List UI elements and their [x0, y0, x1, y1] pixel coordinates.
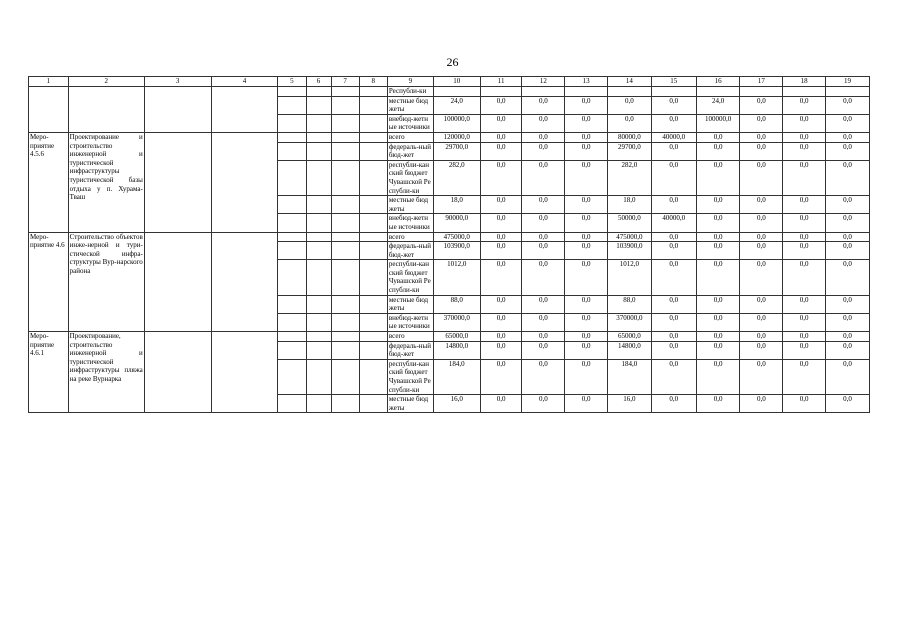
budget-table	[28, 76, 870, 413]
amount-cell: 0,0	[651, 232, 696, 242]
column-header-3: 3	[144, 77, 211, 87]
code-cell	[306, 87, 331, 97]
amount-cell: 0,0	[651, 341, 696, 359]
amount-cell: 0,0	[480, 196, 522, 214]
amount-cell: 0,0	[522, 160, 565, 195]
column-header-1: 1	[29, 77, 69, 87]
amount-cell: 65000,0	[608, 332, 652, 342]
funding-source-cell: федераль-ный бюд-жет	[387, 242, 433, 260]
code-cell	[278, 142, 306, 160]
amount-cell: 282,0	[608, 160, 652, 195]
amount-cell: 0,0	[522, 359, 565, 394]
amount-cell: 0,0	[740, 359, 783, 394]
amount-cell: 0,0	[651, 395, 696, 413]
amount-cell: 0,0	[783, 232, 826, 242]
amount-cell: 0,0	[783, 196, 826, 214]
code-cell	[331, 114, 359, 132]
column-header-14: 14	[608, 77, 652, 87]
amount-cell: 0,0	[826, 341, 870, 359]
funding-source-cell: внебюд-жетные источники	[387, 114, 433, 132]
amount-cell: 0,0	[826, 232, 870, 242]
amount-cell: 0,0	[480, 232, 522, 242]
col3-cell	[144, 132, 211, 232]
code-cell	[331, 160, 359, 195]
amount-cell: 0,0	[522, 214, 565, 232]
amount-cell: 0,0	[740, 132, 783, 142]
amount-cell: 0,0	[522, 260, 565, 295]
amount-cell: 0,0	[522, 142, 565, 160]
code-cell	[359, 242, 387, 260]
amount-cell: 103900,0	[433, 242, 480, 260]
amount-cell: 0,0	[608, 114, 652, 132]
code-cell	[278, 359, 306, 394]
amount-cell: 0,0	[826, 96, 870, 114]
code-cell	[331, 260, 359, 295]
amount-cell: 100000,0	[433, 114, 480, 132]
amount-cell: 0,0	[522, 96, 565, 114]
code-cell	[278, 232, 306, 242]
amount-cell: 0,0	[522, 114, 565, 132]
amount-cell: 0,0	[783, 96, 826, 114]
amount-cell: 0,0	[565, 295, 608, 313]
amount-cell: 0,0	[565, 332, 608, 342]
amount-cell: 0,0	[696, 132, 740, 142]
code-cell	[331, 132, 359, 142]
amount-cell: 0,0	[826, 132, 870, 142]
amount-cell: 0,0	[783, 260, 826, 295]
amount-cell: 103900,0	[608, 242, 652, 260]
code-cell	[306, 332, 331, 342]
amount-cell: 0,0	[783, 313, 826, 331]
amount-cell: 24,0	[696, 96, 740, 114]
col4-cell	[211, 87, 278, 133]
amount-cell: 0,0	[480, 142, 522, 160]
amount-cell: 88,0	[608, 295, 652, 313]
code-cell	[331, 232, 359, 242]
amount-cell: 0,0	[522, 341, 565, 359]
table-header-row	[29, 77, 870, 87]
amount-cell: 0,0	[522, 196, 565, 214]
code-cell	[278, 295, 306, 313]
code-cell	[359, 196, 387, 214]
amount-cell: 0,0	[565, 260, 608, 295]
amount-cell: 0,0	[651, 142, 696, 160]
amount-cell: 0,0	[696, 313, 740, 331]
amount-cell: 0,0	[651, 313, 696, 331]
amount-cell: 0,0	[783, 395, 826, 413]
code-cell	[331, 313, 359, 331]
code-cell	[278, 87, 306, 97]
column-header-18: 18	[783, 77, 826, 87]
column-header-9: 9	[387, 77, 433, 87]
code-cell	[278, 196, 306, 214]
code-cell	[306, 214, 331, 232]
amount-cell: 0,0	[480, 96, 522, 114]
funding-source-cell: республи-канский бюджет Чувашской Республи-ки	[387, 160, 433, 195]
amount-cell: 0,0	[480, 260, 522, 295]
amount-cell: 0,0	[740, 142, 783, 160]
code-cell	[306, 395, 331, 413]
column-header-5: 5	[278, 77, 306, 87]
amount-cell	[608, 87, 652, 97]
code-cell	[306, 114, 331, 132]
code-cell	[359, 96, 387, 114]
amount-cell: 0,0	[740, 313, 783, 331]
amount-cell: 0,0	[565, 313, 608, 331]
code-cell	[306, 160, 331, 195]
amount-cell: 0,0	[522, 132, 565, 142]
funding-source-cell: местные бюджеты	[387, 96, 433, 114]
amount-cell	[826, 87, 870, 97]
amount-cell: 100000,0	[696, 114, 740, 132]
amount-cell: 0,0	[651, 96, 696, 114]
amount-cell: 0,0	[740, 260, 783, 295]
amount-cell: 0,0	[783, 332, 826, 342]
funding-source-cell: Республи-ки	[387, 87, 433, 97]
amount-cell: 0,0	[826, 313, 870, 331]
amount-cell: 0,0	[651, 114, 696, 132]
code-cell	[331, 87, 359, 97]
amount-cell: 0,0	[783, 295, 826, 313]
code-cell	[331, 242, 359, 260]
code-cell	[331, 96, 359, 114]
amount-cell: 0,0	[565, 96, 608, 114]
event-name-cell: Проектирование, строительство инженерной и туристической инфраструктуры пляжа на реке Вурнарка	[68, 332, 144, 413]
col4-cell	[211, 132, 278, 232]
code-cell	[306, 359, 331, 394]
amount-cell: 0,0	[740, 242, 783, 260]
amount-cell: 0,0	[522, 232, 565, 242]
col3-cell	[144, 232, 211, 332]
amount-cell: 0,0	[696, 359, 740, 394]
amount-cell: 0,0	[565, 242, 608, 260]
funding-source-cell: всего	[387, 332, 433, 342]
amount-cell: 370000,0	[608, 313, 652, 331]
amount-cell: 29700,0	[433, 142, 480, 160]
amount-cell: 0,0	[826, 214, 870, 232]
event-id-cell: Меро-приятие 4.6	[29, 232, 69, 332]
amount-cell: 0,0	[522, 332, 565, 342]
amount-cell: 0,0	[826, 160, 870, 195]
column-header-15: 15	[651, 77, 696, 87]
amount-cell: 0,0	[696, 260, 740, 295]
amount-cell: 0,0	[783, 160, 826, 195]
amount-cell: 0,0	[565, 196, 608, 214]
code-cell	[306, 232, 331, 242]
amount-cell: 0,0	[826, 359, 870, 394]
table-row	[29, 132, 870, 142]
col3-cell	[144, 332, 211, 413]
amount-cell: 0,0	[696, 214, 740, 232]
code-cell	[278, 132, 306, 142]
event-id-cell: Меро-приятие 4.5.6	[29, 132, 69, 232]
page-number: 26	[446, 55, 459, 69]
amount-cell: 29700,0	[608, 142, 652, 160]
code-cell	[278, 214, 306, 232]
code-cell	[306, 196, 331, 214]
amount-cell: 0,0	[565, 142, 608, 160]
amount-cell: 80000,0	[608, 132, 652, 142]
amount-cell: 0,0	[480, 214, 522, 232]
code-cell	[306, 260, 331, 295]
amount-cell: 40000,0	[651, 214, 696, 232]
code-cell	[359, 142, 387, 160]
amount-cell: 0,0	[740, 214, 783, 232]
amount-cell: 0,0	[826, 295, 870, 313]
amount-cell: 0,0	[696, 332, 740, 342]
amount-cell: 16,0	[608, 395, 652, 413]
amount-cell: 18,0	[608, 196, 652, 214]
amount-cell: 0,0	[826, 332, 870, 342]
amount-cell: 0,0	[696, 232, 740, 242]
funding-source-cell: местные бюджеты	[387, 196, 433, 214]
amount-cell: 0,0	[696, 142, 740, 160]
amount-cell: 14800,0	[608, 341, 652, 359]
funding-source-cell: всего	[387, 132, 433, 142]
code-cell	[278, 260, 306, 295]
amount-cell: 16,0	[433, 395, 480, 413]
amount-cell: 0,0	[565, 341, 608, 359]
event-id-cell: Меро-приятие 4.6.1	[29, 332, 69, 413]
amount-cell: 0,0	[783, 132, 826, 142]
code-cell	[278, 332, 306, 342]
amount-cell: 0,0	[522, 295, 565, 313]
event-name-cell: Проектирование и строительство инженерной и туристической инфраструктуры туристической базы отдыха у п. Хурама-Тваш	[68, 132, 144, 232]
code-cell	[359, 395, 387, 413]
code-cell	[306, 295, 331, 313]
funding-source-cell: всего	[387, 232, 433, 242]
amount-cell: 0,0	[740, 332, 783, 342]
column-header-16: 16	[696, 77, 740, 87]
code-cell	[331, 395, 359, 413]
amount-cell: 0,0	[740, 295, 783, 313]
amount-cell: 0,0	[826, 142, 870, 160]
amount-cell: 120000,0	[433, 132, 480, 142]
amount-cell: 0,0	[565, 114, 608, 132]
code-cell	[359, 87, 387, 97]
amount-cell: 40000,0	[651, 132, 696, 142]
amount-cell: 184,0	[433, 359, 480, 394]
code-cell	[359, 260, 387, 295]
amount-cell: 0,0	[696, 295, 740, 313]
column-header-19: 19	[826, 77, 870, 87]
funding-source-cell: федераль-ный бюд-жет	[387, 142, 433, 160]
amount-cell: 0,0	[651, 295, 696, 313]
amount-cell	[433, 87, 480, 97]
column-header-8: 8	[359, 77, 387, 87]
amount-cell: 0,0	[826, 260, 870, 295]
code-cell	[278, 242, 306, 260]
code-cell	[331, 341, 359, 359]
amount-cell: 0,0	[783, 114, 826, 132]
amount-cell	[480, 87, 522, 97]
funding-source-cell: внебюд-жетные источники	[387, 313, 433, 331]
code-cell	[331, 359, 359, 394]
column-header-10: 10	[433, 77, 480, 87]
amount-cell: 0,0	[826, 114, 870, 132]
code-cell	[306, 313, 331, 331]
amount-cell: 0,0	[740, 232, 783, 242]
amount-cell: 0,0	[565, 160, 608, 195]
amount-cell: 184,0	[608, 359, 652, 394]
event-id-cell	[29, 87, 69, 133]
table-row	[29, 232, 870, 242]
amount-cell: 0,0	[826, 242, 870, 260]
amount-cell: 0,0	[783, 242, 826, 260]
amount-cell: 0,0	[480, 341, 522, 359]
funding-source-cell: республи-канский бюджет Чувашской Республи-ки	[387, 359, 433, 394]
table-body	[29, 87, 870, 413]
amount-cell	[651, 87, 696, 97]
funding-source-cell: местные бюджеты	[387, 395, 433, 413]
amount-cell: 0,0	[826, 395, 870, 413]
amount-cell: 0,0	[480, 395, 522, 413]
amount-cell: 0,0	[826, 196, 870, 214]
funding-source-cell: местные бюджеты	[387, 295, 433, 313]
funding-source-cell: республи-канский бюджет Чувашской Республи-ки	[387, 260, 433, 295]
code-cell	[278, 341, 306, 359]
col3-cell	[144, 87, 211, 133]
amount-cell: 18,0	[433, 196, 480, 214]
amount-cell	[522, 87, 565, 97]
funding-source-cell: федераль-ный бюд-жет	[387, 341, 433, 359]
amount-cell: 0,0	[651, 260, 696, 295]
amount-cell: 0,0	[651, 242, 696, 260]
column-header-13: 13	[565, 77, 608, 87]
code-cell	[331, 332, 359, 342]
event-name-cell: Строительство объектов инже-нерной и тури-стической инфра-структуры Вур-нарского района	[68, 232, 144, 332]
code-cell	[278, 395, 306, 413]
amount-cell: 0,0	[740, 96, 783, 114]
code-cell	[359, 214, 387, 232]
code-cell	[306, 242, 331, 260]
code-cell	[278, 160, 306, 195]
amount-cell: 14800,0	[433, 341, 480, 359]
code-cell	[359, 313, 387, 331]
amount-cell: 0,0	[740, 114, 783, 132]
amount-cell: 0,0	[696, 242, 740, 260]
amount-cell: 0,0	[522, 242, 565, 260]
amount-cell: 24,0	[433, 96, 480, 114]
amount-cell: 0,0	[783, 359, 826, 394]
column-header-7: 7	[331, 77, 359, 87]
column-header-6: 6	[306, 77, 331, 87]
amount-cell: 0,0	[740, 196, 783, 214]
amount-cell: 0,0	[480, 132, 522, 142]
amount-cell: 0,0	[480, 295, 522, 313]
code-cell	[278, 313, 306, 331]
amount-cell: 0,0	[696, 160, 740, 195]
amount-cell: 50000,0	[608, 214, 652, 232]
code-cell	[359, 332, 387, 342]
code-cell	[359, 359, 387, 394]
amount-cell: 0,0	[565, 395, 608, 413]
amount-cell: 0,0	[740, 341, 783, 359]
amount-cell: 0,0	[522, 395, 565, 413]
code-cell	[278, 96, 306, 114]
amount-cell: 0,0	[522, 313, 565, 331]
amount-cell: 0,0	[565, 214, 608, 232]
amount-cell: 1012,0	[433, 260, 480, 295]
code-cell	[306, 96, 331, 114]
amount-cell: 282,0	[433, 160, 480, 195]
amount-cell: 88,0	[433, 295, 480, 313]
code-cell	[306, 142, 331, 160]
event-name-cell	[68, 87, 144, 133]
code-cell	[331, 196, 359, 214]
code-cell	[306, 341, 331, 359]
amount-cell	[696, 87, 740, 97]
amount-cell: 0,0	[696, 395, 740, 413]
code-cell	[278, 114, 306, 132]
amount-cell: 370000,0	[433, 313, 480, 331]
code-cell	[359, 114, 387, 132]
amount-cell: 0,0	[651, 332, 696, 342]
col4-cell	[211, 332, 278, 413]
amount-cell: 0,0	[480, 313, 522, 331]
amount-cell: 0,0	[783, 142, 826, 160]
amount-cell: 475000,0	[433, 232, 480, 242]
code-cell	[331, 142, 359, 160]
column-header-11: 11	[480, 77, 522, 87]
amount-cell: 475000,0	[608, 232, 652, 242]
column-header-12: 12	[522, 77, 565, 87]
code-cell	[331, 295, 359, 313]
table-row	[29, 87, 870, 97]
funding-source-cell: внебюд-жетные источники	[387, 214, 433, 232]
amount-cell	[740, 87, 783, 97]
column-header-4: 4	[211, 77, 278, 87]
code-cell	[306, 132, 331, 142]
amount-cell: 65000,0	[433, 332, 480, 342]
amount-cell	[783, 87, 826, 97]
column-header-17: 17	[740, 77, 783, 87]
amount-cell: 0,0	[480, 332, 522, 342]
code-cell	[359, 295, 387, 313]
amount-cell: 0,0	[740, 395, 783, 413]
amount-cell: 0,0	[480, 160, 522, 195]
amount-cell: 0,0	[651, 160, 696, 195]
amount-cell: 0,0	[651, 196, 696, 214]
amount-cell: 1012,0	[608, 260, 652, 295]
amount-cell: 0,0	[480, 242, 522, 260]
amount-cell: 0,0	[651, 359, 696, 394]
col4-cell	[211, 232, 278, 332]
code-cell	[359, 132, 387, 142]
amount-cell: 90000,0	[433, 214, 480, 232]
code-cell	[359, 232, 387, 242]
amount-cell: 0,0	[783, 214, 826, 232]
column-header-2: 2	[68, 77, 144, 87]
amount-cell: 0,0	[740, 160, 783, 195]
amount-cell: 0,0	[480, 359, 522, 394]
code-cell	[331, 214, 359, 232]
amount-cell: 0,0	[696, 341, 740, 359]
amount-cell: 0,0	[608, 96, 652, 114]
amount-cell: 0,0	[696, 196, 740, 214]
amount-cell	[565, 87, 608, 97]
code-cell	[359, 341, 387, 359]
amount-cell: 0,0	[565, 232, 608, 242]
amount-cell: 0,0	[565, 132, 608, 142]
amount-cell: 0,0	[783, 341, 826, 359]
amount-cell: 0,0	[480, 114, 522, 132]
table-row	[29, 332, 870, 342]
amount-cell: 0,0	[565, 359, 608, 394]
code-cell	[359, 160, 387, 195]
